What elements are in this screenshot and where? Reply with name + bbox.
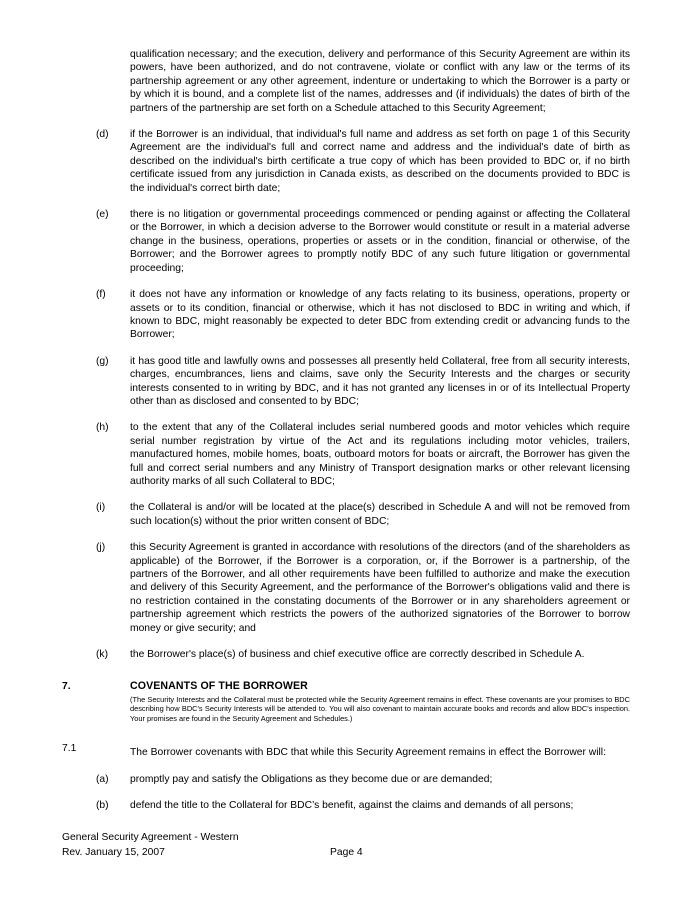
list-item (62, 128, 630, 195)
list-item (62, 501, 630, 528)
list-item (62, 541, 630, 635)
clause-number: 7.1 (62, 742, 77, 754)
section-heading: COVENANTS OF THE BORROWER (130, 680, 308, 693)
footer-page-number: Page 4 (330, 846, 363, 858)
list-item-marker: (a) (96, 773, 109, 785)
section-covenants (62, 680, 630, 723)
list-item-text: this Security Agreement is granted in accordance with resolutions of the directors (and of the shareholders as applicable) of the Borrower, if the Borrower is a corporation, or, if the Borrower is a partnership, of the partners of the Borrower, and all other requirements have been fulfilled to authorize and make the execution and delivery of this Security Agreement, and the performance of the Borrower's obligations valid and there is no restriction contained in the constating documents of the Borrower or in any shareholders agreement or partnership agreement which restricts the powers of the authorized signatories of the Borrower to borrow money or give security; and (130, 542, 630, 634)
list-item-text: if the Borrower is an individual, that individual's full name and address as set forth on page 1 of this Security Agreement are the individual's full and correct name and address and the individual's date of birth as described on the individual's birth certificate a true copy of which has been provided to BDC or, if no birth certificate issued from any jurisdiction in Canada exists, as described on the documents provided to BDC is the individual's correct birth date; (130, 129, 630, 194)
list-item-marker: (h) (96, 422, 109, 434)
list-item-text: promptly pay and satisfy the Obligations as they become due or are demanded; (130, 773, 493, 785)
section-note: (The Security Interests and the Collateral must be protected while the Security Agreement remains in effect. These covenants are your promises to BDC describing how BDC's Security Interests will be attended to. You will also covenant to maintain accurate books and records and allow BDC's inspection. Your promises are found in the Security Agreement and Schedules.) (130, 694, 630, 724)
list-item-marker: (i) (96, 502, 106, 514)
list-item (62, 421, 630, 488)
list-item-text: it has good title and lawfully owns and possesses all presently held Collateral, free from all security interests, charges, encumbrances, liens and claims, save only the Security Interests and the charges or security interests consented to in writing by BDC, and it has not granted any licenses in or of its Intellectual Property other than as disclosed and consented to by BDC; (130, 355, 630, 407)
list-item-marker: (d) (96, 129, 109, 141)
list-item-text: to the extent that any of the Collateral includes serial numbered goods and motor vehicles which require serial number registration by virtue of the Act and its regulations including motor vehicles, trailers, manufactured homes, mobile homes, boats, outboard motors for boats or aircraft, the Borrower has given the full and correct serial numbers and any Ministry of Transport designation marks or other relevant licensing authority marks of all such Collateral to BDC; (130, 422, 630, 487)
page-footer (62, 831, 634, 860)
list-item-marker: (f) (96, 289, 106, 301)
list-item (62, 648, 630, 661)
list-item-text: the Collateral is and/or will be located at the place(s) described in Schedule A and will not be removed from such location(s) without the prior written consent of BDC; (130, 502, 630, 527)
list-item (62, 208, 630, 275)
list-item-text: the Borrower's place(s) of business and chief executive office are correctly described in Schedule A. (130, 649, 585, 661)
clause-7-1 (62, 742, 630, 760)
list-item-text: there is no litigation or governmental proceedings commenced or pending against or affecting the Collateral or the Borrower, in which a decision adverse to the Borrower would constitute or result in a material adverse change in the business, operations, properties or assets or in the condition, financial or otherwise, of the Borrower; and the Borrower agrees to promptly notify BDC of any such future litigation or governmental proceeding; (130, 209, 630, 274)
footer-title: General Security Agreement - Western (62, 832, 239, 843)
list-item-text: it does not have any information or knowledge of any facts relating to its business, operations, property or assets or to its condition, financial or otherwise, which it has not disclosed to BDC in writing and which, if known to BDC, might reasonably be expected to deter BDC from extending credit or advancing funds to the Borrower; (130, 289, 630, 341)
list-item-marker: (j) (96, 542, 106, 554)
list-item (62, 799, 630, 812)
list-item (62, 355, 630, 409)
section-number: 7. (62, 681, 71, 693)
list-item-marker: (e) (96, 209, 109, 221)
list-item (62, 773, 630, 786)
list-item-marker: (g) (96, 355, 109, 367)
footer-revision: Rev. January 15, 2007 (62, 846, 165, 858)
footer-revision-line (62, 846, 634, 861)
list-item (62, 288, 630, 342)
continuation-paragraph: qualification necessary; and the execution, delivery and performance of this Security Agreement are within its powers, have been authorized, and do not contravene, violate or conflict with any law or the terms of its partnership agreement or any other agreement, indenture or undertaking to which the Borrower is a party or by which it is bound, and a complete list of the names, addresses and (if individuals) the dates of birth of the partners of the partnership are set forth on a Schedule attached to this Security Agreement; (130, 49, 630, 114)
list-item-marker: (k) (96, 649, 109, 661)
list-item-text: defend the title to the Collateral for BDC’s benefit, against the claims and demands of all persons; (130, 800, 574, 812)
clause-text: The Borrower covenants with BDC that while this Security Agreement remains in effect the Borrower will: (130, 746, 606, 758)
list-item-marker: (b) (96, 800, 109, 812)
